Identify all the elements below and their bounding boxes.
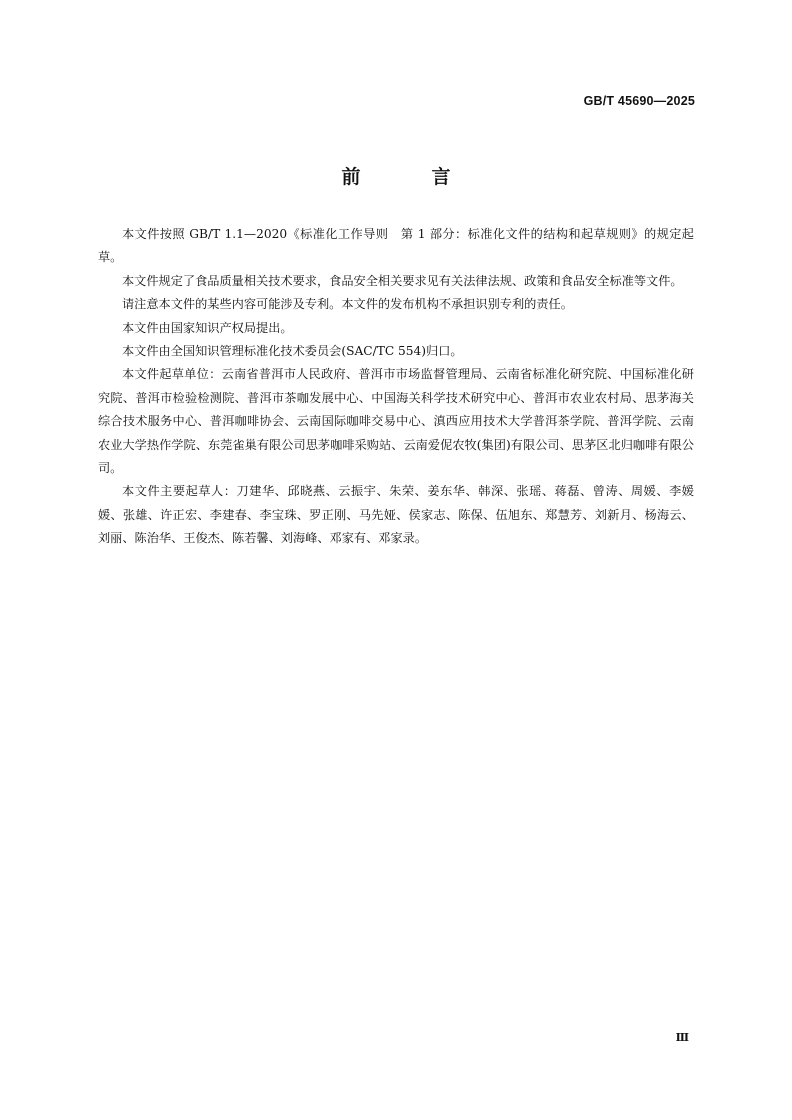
page-title: 前 言 — [341, 166, 477, 188]
paragraph-under-jurisdiction: 本文件由全国知识管理标准化技术委员会(SAC/TC 554)归口。 — [122, 344, 463, 359]
page-number: Ⅲ — [675, 1031, 689, 1044]
paragraph-drafters: 本文件主要起草人：刀建华、邱晓燕、云振宇、朱荣、姜东华、韩深、张瑶、蒋磊、曾涛、周媛、李媛媛、张雄、许正宏、李建春、李宝珠、罗正刚、马先娅、侯家志、陈保、伍旭东、郑慧芳、刘新月、杨海云、刘丽、陈治华、王俊杰、陈若馨、刘海峰、邓家有、邓家录。 — [98, 484, 694, 546]
standard-code: GB/T 45690—2025 — [583, 94, 695, 108]
paragraph-patent-notice: 请注意本文件的某些内容可能涉及专利。本文件的发布机构不承担识别专利的责任。 — [122, 297, 573, 312]
paragraph-drafting-units: 本文件起草单位：云南省普洱市人民政府、普洱市市场监督管理局、云南省标准化研究院、中国标准化研究院、普洱市检验检测院、普洱市茶咖发展中心、中国海关科学技术研究中心、普洱市农业农村局、思茅海关综合技术服务中心、普洱咖啡协会、云南国际咖啡交易中心、滇西应用技术大学普洱茶学院、普洱学院、云南农业大学热作学院、东莞雀巢有限公司思茅咖啡采购站、云南爱伲农牧(集团)有限公司、思茅区北归咖啡有限公司。 — [98, 367, 694, 476]
paragraph-drafting-rules: 本文件按照 GB/T 1.1—2020《标准化工作导则 第 1 部分：标准化文件的结构和起草规则》的规定起草。 — [98, 227, 694, 265]
foreword-body — [98, 223, 694, 551]
paragraph-proposed-by: 本文件由国家知识产权局提出。 — [122, 320, 293, 335]
paragraph-scope-note: 本文件规定了食品质量相关技术要求，食品安全相关要求见有关法律法规、政策和食品安全标准等文件。 — [122, 273, 683, 288]
